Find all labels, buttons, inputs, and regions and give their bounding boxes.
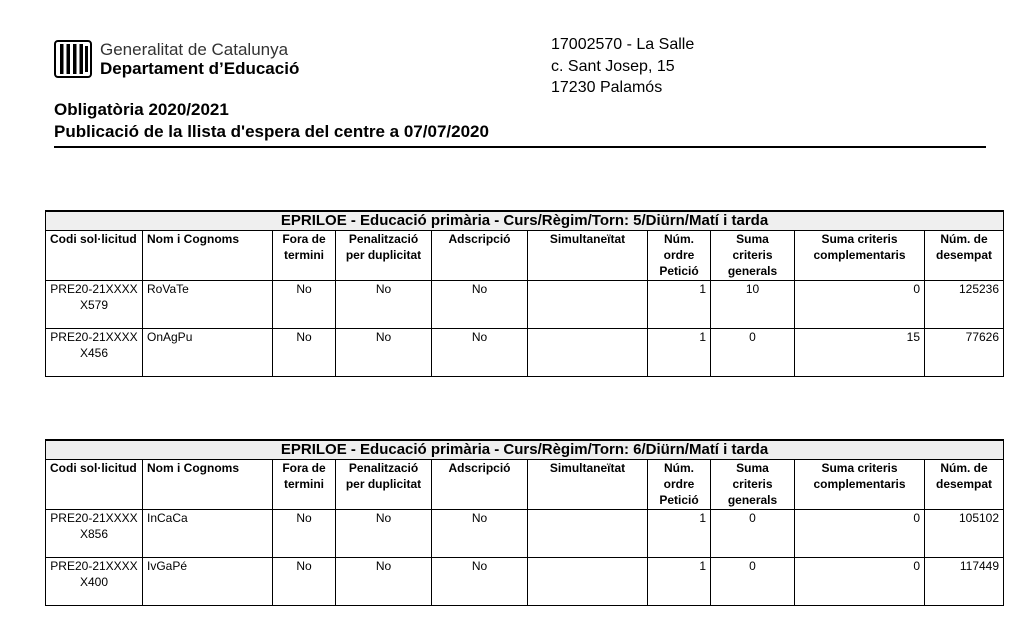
center-address: c. Sant Josep, 15	[551, 57, 675, 75]
cell-codi: PRE20-21XXXXX400	[46, 558, 143, 606]
col-header-codi: Codi sol·licitud	[46, 460, 143, 510]
col-header-nom: Nom i Cognoms	[143, 231, 273, 281]
cell-adscripcio: No	[432, 329, 528, 377]
col-header-desempat: Núm. de desempat	[925, 460, 1004, 510]
cell-generals: 0	[711, 510, 795, 558]
cell-simultaneitat	[528, 558, 648, 606]
cell-fora: No	[273, 510, 336, 558]
cell-nom: IvGaPé	[143, 558, 273, 606]
waiting-list-table	[45, 210, 1004, 377]
cell-simultaneitat	[528, 329, 648, 377]
cell-desempat: 117449	[925, 558, 1004, 606]
col-header-generals: Suma criteris generals	[711, 460, 795, 510]
cell-nom: InCaCa	[143, 510, 273, 558]
cell-codi: PRE20-21XXXXX579	[46, 281, 143, 329]
cell-adscripcio: No	[432, 281, 528, 329]
center-city: 17230 Palamós	[551, 79, 663, 96]
document-title: Obligatòria 2020/2021	[54, 100, 229, 119]
cell-fora: No	[273, 558, 336, 606]
cell-penalitzacio: No	[336, 558, 432, 606]
col-header-adscripcio: Adscripció	[432, 460, 528, 510]
document-subtitle: Publicació de la llista d'espera del centre a 07/07/2020	[54, 122, 489, 141]
cell-simultaneitat	[528, 281, 648, 329]
col-header-generals: Suma criteris generals	[711, 231, 795, 281]
title-divider	[54, 146, 986, 148]
cell-desempat: 105102	[925, 510, 1004, 558]
cell-ordre: 1	[648, 558, 711, 606]
col-header-penalitzacio: Penalització per duplicitat	[336, 231, 432, 281]
cell-fora: No	[273, 281, 336, 329]
cell-penalitzacio: No	[336, 510, 432, 558]
cell-complementaris: 0	[795, 558, 925, 606]
col-header-complementaris: Suma criteris complementaris	[795, 460, 925, 510]
org-line2: Departament d’Educació	[100, 59, 300, 78]
cell-adscripcio: No	[432, 558, 528, 606]
cell-nom: OnAgPu	[143, 329, 273, 377]
org-name	[100, 40, 299, 78]
table-caption: EPRILOE - Educació primària - Curs/Règim/Torn: 6/Diürn/Matí i tarda	[46, 440, 1004, 460]
col-header-nom: Nom i Cognoms	[143, 460, 273, 510]
col-header-codi: Codi sol·licitud	[46, 231, 143, 281]
cell-complementaris: 0	[795, 510, 925, 558]
cell-nom: RoVaTe	[143, 281, 273, 329]
generalitat-emblem-icon	[54, 40, 92, 78]
cell-generals: 0	[711, 329, 795, 377]
cell-penalitzacio: No	[336, 281, 432, 329]
cell-desempat: 125236	[925, 281, 1004, 329]
col-header-fora: Fora de termini	[273, 460, 336, 510]
col-header-adscripcio: Adscripció	[432, 231, 528, 281]
waiting-list-table	[45, 439, 1004, 606]
center-code-name: 17002570 - La Salle	[551, 36, 695, 53]
cell-ordre: 1	[648, 510, 711, 558]
cell-fora: No	[273, 329, 336, 377]
col-header-simultaneitat: Simultaneïtat	[528, 231, 648, 281]
col-header-simultaneitat: Simultaneïtat	[528, 460, 648, 510]
col-header-penalitzacio: Penalització per duplicitat	[336, 460, 432, 510]
cell-codi: PRE20-21XXXXX856	[46, 510, 143, 558]
col-header-ordre: Núm. ordre Petició	[648, 460, 711, 510]
cell-ordre: 1	[648, 329, 711, 377]
table-row	[46, 558, 1004, 606]
col-header-ordre: Núm. ordre Petició	[648, 231, 711, 281]
cell-generals: 10	[711, 281, 795, 329]
table-row	[46, 510, 1004, 558]
table-row	[46, 329, 1004, 377]
cell-ordre: 1	[648, 281, 711, 329]
cell-penalitzacio: No	[336, 329, 432, 377]
col-header-desempat: Núm. de desempat	[925, 231, 1004, 281]
cell-generals: 0	[711, 558, 795, 606]
cell-simultaneitat	[528, 510, 648, 558]
col-header-complementaris: Suma criteris complementaris	[795, 231, 925, 281]
org-logo	[54, 40, 299, 78]
cell-complementaris: 15	[795, 329, 925, 377]
col-header-fora: Fora de termini	[273, 231, 336, 281]
cell-codi: PRE20-21XXXXX456	[46, 329, 143, 377]
table-caption: EPRILOE - Educació primària - Curs/Règim/Torn: 5/Diürn/Matí i tarda	[46, 211, 1004, 231]
cell-complementaris: 0	[795, 281, 925, 329]
org-line1: Generalitat de Catalunya	[100, 40, 289, 59]
cell-desempat: 77626	[925, 329, 1004, 377]
center-info	[551, 34, 694, 99]
table-row	[46, 281, 1004, 329]
cell-adscripcio: No	[432, 510, 528, 558]
document-titles	[54, 99, 986, 143]
